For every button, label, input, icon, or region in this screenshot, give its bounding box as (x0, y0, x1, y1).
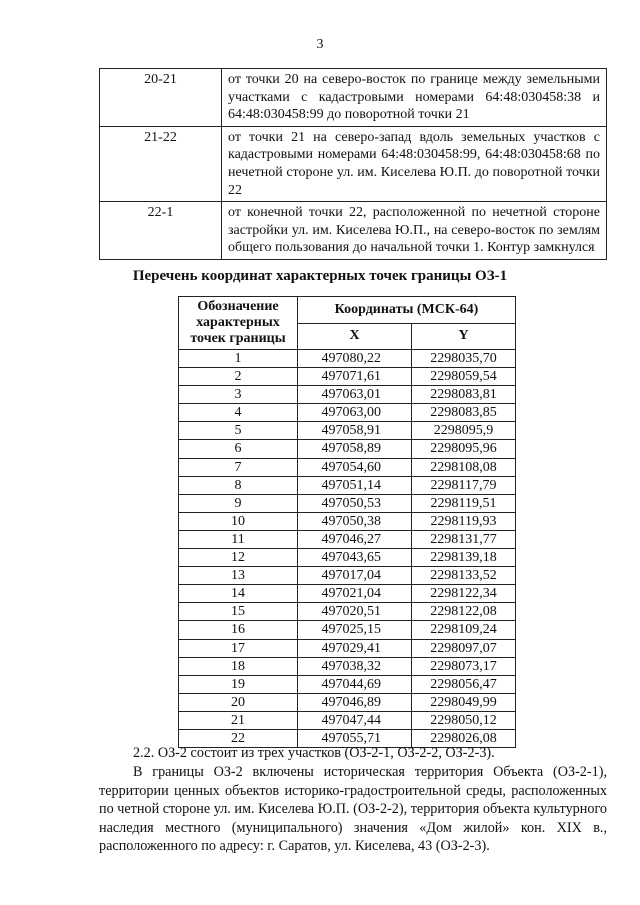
point-number: 22 (179, 729, 298, 747)
point-number: 15 (179, 603, 298, 621)
coordinate-y: 2298108,08 (412, 458, 516, 476)
table-row (179, 693, 516, 711)
point-number: 14 (179, 585, 298, 603)
coordinate-y: 2298049,99 (412, 693, 516, 711)
boundary-segments-table (99, 68, 607, 260)
coordinate-y: 2298122,34 (412, 585, 516, 603)
coordinate-x: 497050,38 (298, 512, 412, 530)
table-row (179, 675, 516, 693)
coordinate-x: 497058,89 (298, 440, 412, 458)
coordinate-x: 497020,51 (298, 603, 412, 621)
point-number: 17 (179, 639, 298, 657)
table-row (179, 657, 516, 675)
coordinate-y: 2298109,24 (412, 621, 516, 639)
segment-id: 20-21 (100, 69, 222, 127)
coordinate-x: 497058,91 (298, 422, 412, 440)
coordinate-x: 497044,69 (298, 675, 412, 693)
segment-description: от точки 20 на северо-восток по границе между земельными участками с кадастровыми номерами 64:48:030458:38 и 64:48:030458:99 до поворотной точки 21 (222, 69, 607, 127)
table-row (179, 422, 516, 440)
coordinate-y: 2298059,54 (412, 368, 516, 386)
header-x: X (298, 323, 412, 350)
table-row (179, 368, 516, 386)
coordinate-y: 2298050,12 (412, 711, 516, 729)
table-row (100, 202, 607, 260)
point-number: 4 (179, 404, 298, 422)
table-row (179, 440, 516, 458)
coordinate-x: 497025,15 (298, 621, 412, 639)
coordinate-x: 497071,61 (298, 368, 412, 386)
point-number: 11 (179, 530, 298, 548)
header-point-designation: Обозначение характерных точек границы (179, 297, 298, 350)
coordinate-y: 2298119,93 (412, 512, 516, 530)
coordinate-x: 497043,65 (298, 549, 412, 567)
coordinate-y: 2298139,18 (412, 549, 516, 567)
table-row (179, 512, 516, 530)
page-number: 3 (316, 37, 324, 52)
coordinate-x: 497050,53 (298, 494, 412, 512)
point-number: 5 (179, 422, 298, 440)
coordinate-y: 2298073,17 (412, 657, 516, 675)
segment-id: 22-1 (100, 202, 222, 260)
table-row (179, 530, 516, 548)
paragraph-oz2-composition: 2.2. ОЗ-2 состоит из трех участков (ОЗ-2-1, ОЗ-2-2, ОЗ-2-3). (133, 745, 495, 761)
table-row (179, 711, 516, 729)
table-row (179, 603, 516, 621)
coordinate-y: 2298083,85 (412, 404, 516, 422)
coordinate-x: 497029,41 (298, 639, 412, 657)
point-number: 6 (179, 440, 298, 458)
table-row (100, 126, 607, 201)
point-number: 13 (179, 567, 298, 585)
coordinate-y: 2298035,70 (412, 350, 516, 368)
segment-description: от точки 21 на северо-запад вдоль земельных участков с кадастровыми номерами 64:48:030458:99, 64:48:030458:68 по нечетной стороне ул. им. Киселева Ю.П. до поворотной точки 22 (222, 126, 607, 201)
point-number: 21 (179, 711, 298, 729)
coordinate-x: 497038,32 (298, 657, 412, 675)
header-coordinates: Координаты (МСК-64) (298, 297, 516, 324)
coordinate-y: 2298133,52 (412, 567, 516, 585)
point-number: 18 (179, 657, 298, 675)
coordinate-y: 2298095,9 (412, 422, 516, 440)
table-row (100, 69, 607, 127)
table-row (179, 458, 516, 476)
segment-id: 21-22 (100, 126, 222, 201)
coordinate-x: 497017,04 (298, 567, 412, 585)
coordinate-x: 497063,01 (298, 386, 412, 404)
coordinates-table (178, 296, 516, 748)
coordinate-y: 2298122,08 (412, 603, 516, 621)
point-number: 9 (179, 494, 298, 512)
coordinate-x: 497046,27 (298, 530, 412, 548)
table-header-row (179, 297, 516, 324)
coordinate-x: 497051,14 (298, 476, 412, 494)
table-row (179, 567, 516, 585)
table-row (179, 639, 516, 657)
coordinates-table-title: Перечень координат характерных точек границы ОЗ-1 (132, 268, 508, 284)
coordinate-y: 2298083,81 (412, 386, 516, 404)
paragraph-oz2-boundaries: В границы ОЗ-2 включены историческая территория Объекта (ОЗ-2-1), территории ценных объектов историко-градостроительной среды, расположенных по четной стороне ул. им. Киселева Ю.П. (ОЗ-2-2), территория объекта культурного наследия местного (муниципального) значения «Дом жилой» кон. XIX в., расположенного по адресу: г. Саратов, ул. Киселева, 43 (ОЗ-2-3). (99, 764, 607, 854)
table-row (179, 549, 516, 567)
coordinate-x: 497054,60 (298, 458, 412, 476)
coordinate-y: 2298095,96 (412, 440, 516, 458)
point-number: 8 (179, 476, 298, 494)
coordinate-x: 497063,00 (298, 404, 412, 422)
coordinates-table-body (179, 350, 516, 748)
table-row (179, 476, 516, 494)
point-number: 16 (179, 621, 298, 639)
header-y: Y (412, 323, 516, 350)
coordinate-x: 497047,44 (298, 711, 412, 729)
table-row (179, 386, 516, 404)
coordinate-y: 2298117,79 (412, 476, 516, 494)
point-number: 1 (179, 350, 298, 368)
coordinate-y: 2298026,08 (412, 729, 516, 747)
coordinate-x: 497046,89 (298, 693, 412, 711)
point-number: 7 (179, 458, 298, 476)
table-row (179, 350, 516, 368)
table-row (179, 404, 516, 422)
point-number: 20 (179, 693, 298, 711)
table-row (179, 494, 516, 512)
point-number: 3 (179, 386, 298, 404)
coordinate-y: 2298119,51 (412, 494, 516, 512)
table-row (179, 621, 516, 639)
point-number: 19 (179, 675, 298, 693)
coordinate-x: 497055,71 (298, 729, 412, 747)
point-number: 12 (179, 549, 298, 567)
coordinate-x: 497080,22 (298, 350, 412, 368)
point-number: 10 (179, 512, 298, 530)
segment-description: от конечной точки 22, расположенной по нечетной стороне застройки ул. им. Киселева Ю.П., на северо-восток по землям общего пользования до начальной точки 1. Контур замкнулся (222, 202, 607, 260)
point-number: 2 (179, 368, 298, 386)
coordinate-x: 497021,04 (298, 585, 412, 603)
coordinate-y: 2298056,47 (412, 675, 516, 693)
coordinate-y: 2298097,07 (412, 639, 516, 657)
coordinate-y: 2298131,77 (412, 530, 516, 548)
table-row (179, 585, 516, 603)
